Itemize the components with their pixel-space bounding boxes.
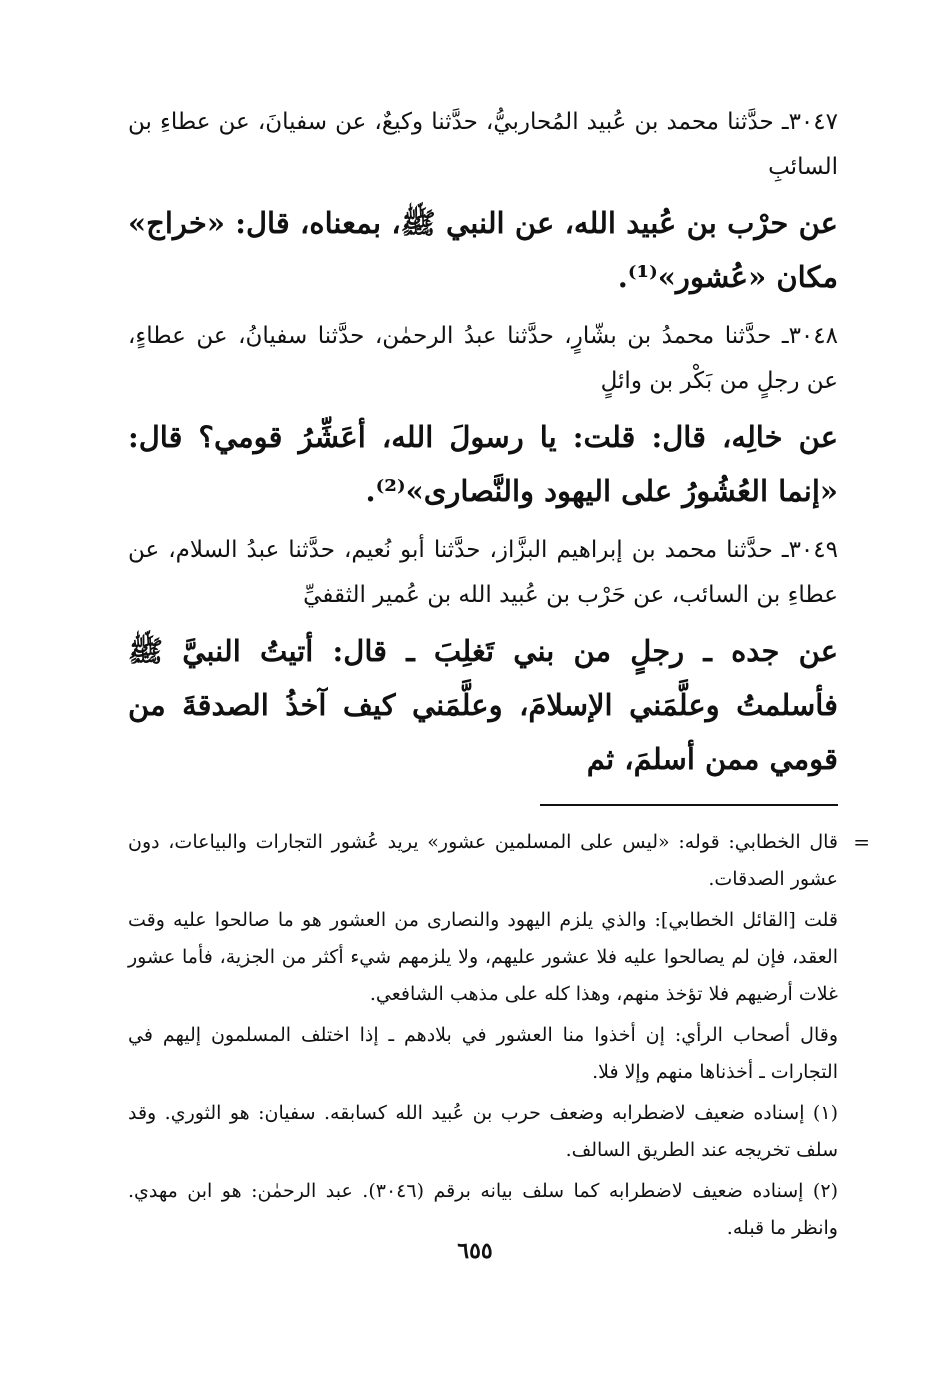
hadith-3048-matn: عن خالِه، قال: قلت: يا رسولَ الله، أعَشِّرُ قومي؟ قال: «إنما العُشُورُ على اليهود والنَّصارى»⁽²⁾. bbox=[128, 420, 838, 508]
footnote-1: (١) إسناده ضعيف لاضطرابه وضعف حرب بن عُبيد الله كسابقه. سفيان: هو الثوري. وقد سلف تخريجه عند الطريق السالف. bbox=[128, 1102, 838, 1161]
footnote-continuation bbox=[128, 824, 870, 898]
hadith-3049-matn: عن جده ـ رجلٍ من بني تَغلِبَ ـ قال: أتيتُ النبيَّ ﷺ فأسلمتُ وعلَّمَني الإسلامَ، وعلَّمَني كيف آخذُ الصدقةَ من قومي ممن أسلمَ، ثم bbox=[128, 634, 838, 776]
hadith-3048-chain: ٣٠٤٨ـ حدَّثنا محمدُ بن بشّارٍ، حدَّثنا عبدُ الرحمٰن، حدَّثنا سفيانُ، عن عطاءٍ، عن رجلٍ من بَكْر بن وائلٍ bbox=[128, 323, 838, 394]
page-number: ٦٥٥ bbox=[457, 1238, 493, 1264]
footnote-ahl-al-ray: وقال أصحاب الرأي: إن أخذوا منا العشور في بلادهم ـ إذا اختلف المسلمون إليهم في التجارات ـ أخذناها منهم وإلا فلا. bbox=[128, 1024, 838, 1083]
footnote-khattabi-2: قلت [القائل الخطابي]: والذي يلزم اليهود والنصارى من العشور هو ما صالحوا عليه وقت العقد، فإن لم يصالحوا عليه فلا عشور عليهم، ولا يلزمهم شيء أكثر من الجزية، فأما عشور غلات أرضيهم فلا تؤخذ منهم، وهذا كله على مذهب الشافعي. bbox=[128, 909, 838, 1005]
continuation-mark: = bbox=[853, 830, 870, 854]
footnote-separator bbox=[540, 804, 838, 806]
hadith-3047-matn: عن حرْب بن عُبيد الله، عن النبي ﷺ، بمعناه، قال: «خراج» مكان «عُشور»⁽¹⁾. bbox=[128, 206, 838, 294]
hadith-3049-chain: ٣٠٤٩ـ حدَّثنا محمد بن إبراهيم البزَّاز، حدَّثنا أبو نُعيم، حدَّثنا عبدُ السلام، عن عطاءِ بن السائب، عن حَرْب بن عُبيد الله بن عُمير الثقفيِّ bbox=[128, 537, 838, 608]
hadith-3047-chain: ٣٠٤٧ـ حدَّثنا محمد بن عُبيد المُحاربيُّ، حدَّثنا وكيعٌ، عن سفيانَ، عن عطاءِ بن السائبِ bbox=[128, 109, 838, 180]
footnote-2: (٢) إسناده ضعيف لاضطرابه كما سلف بيانه برقم (٣٠٤٦). عبد الرحمٰن: هو ابن مهدي. وانظر ما قبله. bbox=[128, 1180, 838, 1239]
footnote-separator-wrap bbox=[128, 796, 838, 824]
footnote-khattabi-1: قال الخطابي: قوله: «ليس على المسلمين عشور» يريد عُشور التجارات والبياعات، دون عشور الصدقات. bbox=[128, 831, 838, 890]
